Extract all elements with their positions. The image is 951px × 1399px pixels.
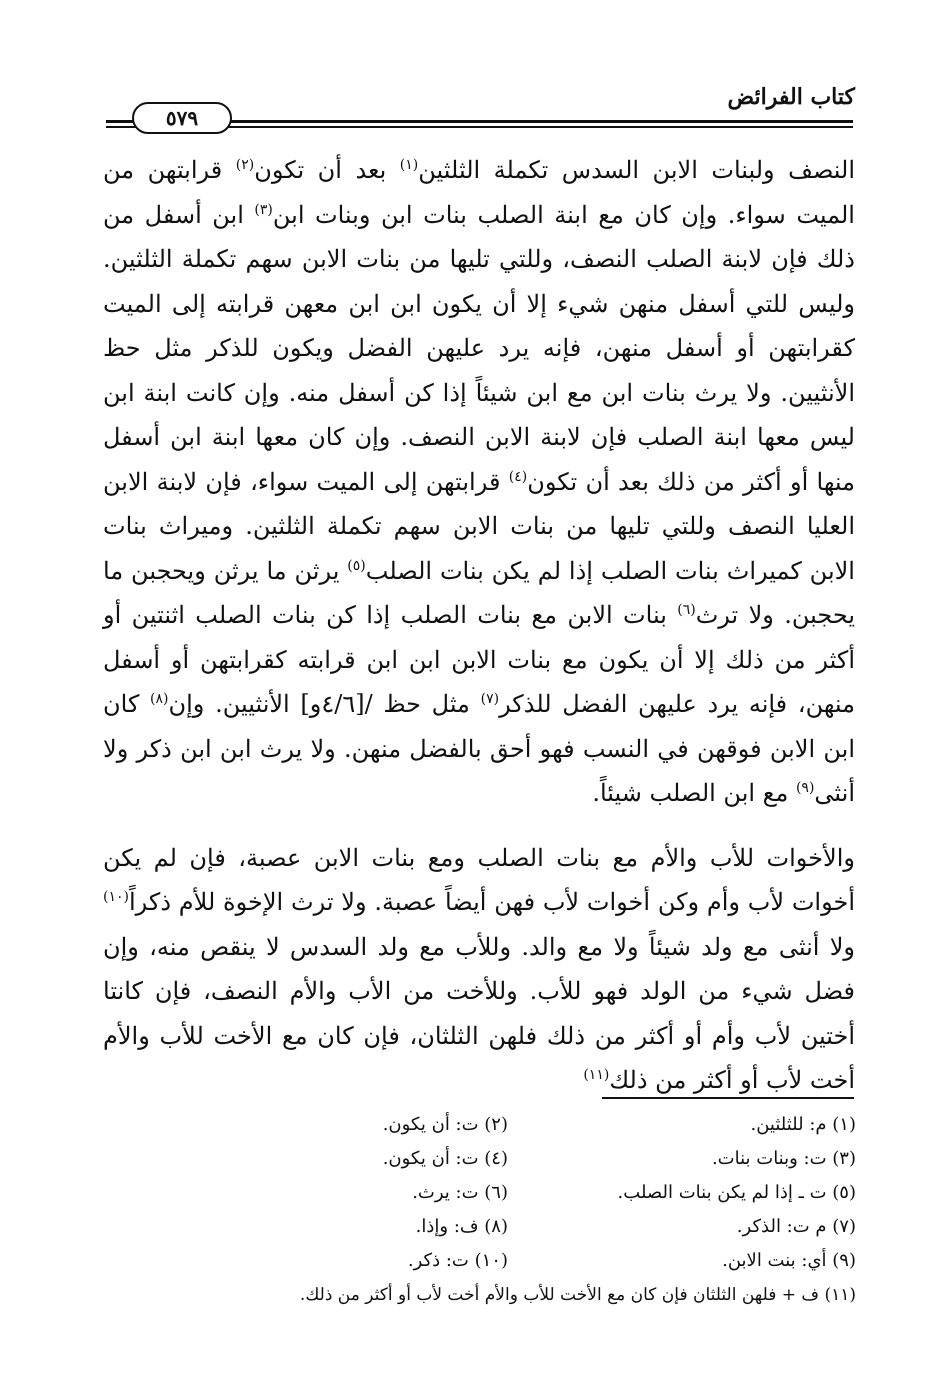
footnote-ref: (٩) bbox=[795, 780, 815, 796]
text-run: بنات الابن مع بنات الصلب إذا كن بنات الصلب اثنتين أو أكثر من ذلك إلا أن يكون مع بنات الابن ابن ابن قرابته كقرابتهن أو أسفل منهن، فإنه يرد عليهن الفضل للذكر bbox=[103, 601, 856, 718]
text-run: ولا أنثى مع ولد شيئاً ولا مع والد. وللأب مع ولد السدس لا ينقص منه، وإن فضل شيء من الولد فهو للأب. وللأخت من الأب والأم النصف، فإن كانتا أختين لأب وأم أو أكثر من ذلك فلهن الثلثان، فإن كان مع الأخت للأب والأم أخت لأب أو أكثر من ذلك bbox=[103, 932, 855, 1094]
footnote-item: (٧) م ت: الذكر. bbox=[736, 1216, 856, 1237]
footnote-item: (٥) ت ـ إذا لم يكن بنات الصلب. bbox=[617, 1182, 856, 1203]
running-head-title: كتاب الفرائض bbox=[727, 84, 855, 110]
footnote-row bbox=[160, 1244, 856, 1278]
footnotes bbox=[160, 1108, 856, 1312]
text-run: ابن أسفل من ذلك فإن لابنة الصلب النصف، وللتي تليها من بنات الابن سهم تكملة الثلثين. وليس للتي أسفل منهن شيء إلا أن يكون ابن ابن معهن قرابته إلى الميت كقرابتهن أو أسفل منهن، فإنه يرد عليهن الفضل ويكون للذكر مثل حظ الأنثيين. ولا يرث بنات ابن مع ابن شيئاً إذا كن أسفل منه. وإن كانت ابنة ابن ليس معها ابنة الصلب فإن لابنة الابن النصف. وإن كان معها ابنة ابن أسفل منها أو أكثر من ذلك بعد أن تكون bbox=[103, 200, 856, 496]
text-run: قرابتهن إلى الميت سواء، فإن لابنة الابن العليا النصف وللتي تليها من بنات الابن سهم تكملة الثلثين. وميراث بنات الابن كميراث بنات الصلب إذا لم يكن بنات الصلب bbox=[103, 467, 855, 585]
footnote-ref: (١١) bbox=[583, 1067, 610, 1083]
text-run: بعد أن تكون bbox=[254, 156, 400, 184]
page-number-badge: ٥٧٩ bbox=[132, 102, 232, 134]
footnote-item: (٢) ت: أن يكون. bbox=[382, 1114, 508, 1135]
footnote-row bbox=[160, 1278, 856, 1312]
footnote-row bbox=[160, 1142, 856, 1176]
footnote-ref: (٤) bbox=[508, 468, 528, 485]
footnote-item: (١١) ف + فلهن الثلثان فإن كان مع الأخت للأب والأم أخت لأب أو أكثر من ذلك. bbox=[299, 1285, 856, 1305]
paragraph-2 bbox=[103, 836, 855, 1103]
footnote-item: (١٠) ت: ذكر. bbox=[407, 1250, 508, 1271]
footnote-item: (٦) ت: يرث. bbox=[412, 1182, 508, 1203]
text-run: قرابتهن من الميت سواء. وإن كان مع ابنة الصلب بنات ابن وبنات ابن bbox=[103, 156, 855, 229]
footnote-ref: (٧) bbox=[480, 691, 500, 707]
footnote-item: (٩) أي: بنت الابن. bbox=[722, 1250, 856, 1271]
footnote-ref: (٦) bbox=[677, 602, 696, 618]
paragraph-1 bbox=[103, 148, 855, 816]
footnote-ref: (١) bbox=[399, 157, 419, 173]
footnote-ref: (١٠) bbox=[103, 889, 129, 905]
text-run: النصف ولبنات الابن السدس تكملة الثلثين bbox=[418, 156, 856, 184]
footnote-ref: (٣) bbox=[254, 201, 273, 218]
footnote-ref: (٨) bbox=[150, 691, 169, 707]
footnote-row bbox=[160, 1176, 856, 1210]
footnote-ref: (٢) bbox=[235, 157, 255, 173]
footnote-item: (٣) ت: وبنات بنات. bbox=[711, 1148, 856, 1169]
footnote-separator bbox=[602, 1097, 854, 1099]
text-run: مع ابن الصلب شيئاً. bbox=[592, 779, 796, 807]
footnote-ref: (٥) bbox=[347, 557, 366, 574]
main-text bbox=[103, 148, 855, 1103]
text-run: يرثن ما يرثن ويحجبن ما يحجبن. ولا ترث bbox=[103, 556, 856, 629]
text-run: كان ابن الابن فوقهن في النسب فهو أحق بالفضل منهن. ولا يرث ابن ابن ذكر ولا أنثى bbox=[103, 690, 855, 807]
footnote-row bbox=[160, 1210, 856, 1244]
text-run: مثل حظ /[٤/٦و] الأنثيين. وإن bbox=[168, 690, 481, 718]
footnote-row bbox=[160, 1108, 856, 1142]
text-run: والأخوات للأب والأم مع بنات الصلب ومع بنات الابن عصبة، فإن لم يكن أخوات لأب وأم وكن أخوات لأب فهن أيضاً عصبة. ولا ترث الإخوة للأم ذكراً bbox=[103, 843, 855, 916]
footnote-item: (١) م: للثلثين. bbox=[750, 1114, 856, 1135]
footnote-item: (٨) ف: وإذا. bbox=[415, 1216, 508, 1237]
footnote-item: (٤) ت: أن يكون. bbox=[382, 1148, 508, 1169]
